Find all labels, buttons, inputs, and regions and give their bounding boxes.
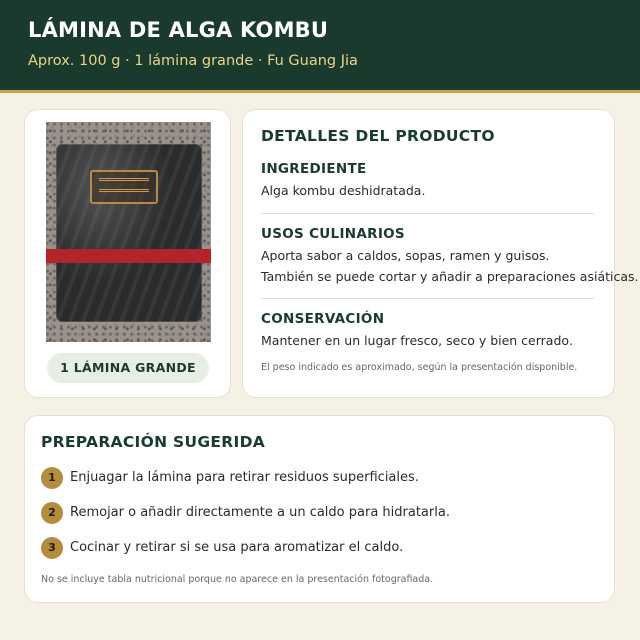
weight-note: El peso indicado es aproximado, según la presentación disponible. — [261, 362, 578, 373]
product-photo — [46, 122, 211, 342]
divider — [261, 298, 594, 299]
step-text: Enjuagar la lámina para retirar residuos superficiales. — [70, 470, 419, 485]
page-header — [0, 0, 640, 93]
preparation-step — [41, 467, 601, 491]
divider — [261, 213, 594, 214]
product-details-card — [242, 109, 639, 398]
package-logo-plate — [90, 170, 158, 204]
page-subtitle: Aprox. 100 g · 1 lámina grande · Fu Guang Jia — [28, 53, 358, 69]
step-number-badge: 3 — [41, 537, 63, 559]
uses-heading: USOS CULINARIOS — [261, 226, 405, 242]
preparation-card — [24, 415, 615, 603]
product-image-card — [24, 109, 231, 398]
storage-text: Mantener en un lugar fresco, seco y bien cerrado. — [261, 333, 573, 348]
preparation-step — [41, 537, 601, 561]
ingredient-heading: INGREDIENTE — [261, 161, 367, 177]
package-red-band — [46, 249, 211, 263]
step-number-badge: 1 — [41, 467, 63, 489]
preparation-title: PREPARACIÓN SUGERIDA — [41, 433, 266, 451]
details-title: DETALLES DEL PRODUCTO — [261, 127, 495, 145]
step-text: Remojar o añadir directamente a un caldo para hidratarla. — [70, 505, 450, 520]
step-number-badge: 2 — [41, 502, 63, 524]
nutrition-note: No se incluye tabla nutricional porque no aparece en la presentación fotografiada. — [41, 574, 434, 585]
step-text: Cocinar y retirar si se usa para aromatizar el caldo. — [70, 540, 404, 555]
ingredient-text: Alga kombu deshidratada. — [261, 183, 426, 198]
preparation-step — [41, 502, 601, 526]
uses-text-line1: Aporta sabor a caldos, sopas, ramen y guisos. — [261, 248, 550, 263]
quantity-badge: 1 LÁMINA GRANDE — [47, 353, 209, 383]
storage-heading: CONSERVACIÓN — [261, 311, 385, 327]
page-title: LÁMINA DE ALGA KOMBU — [28, 18, 329, 42]
uses-text-line2: También se puede cortar y añadir a preparaciones asiáticas. — [261, 269, 639, 284]
